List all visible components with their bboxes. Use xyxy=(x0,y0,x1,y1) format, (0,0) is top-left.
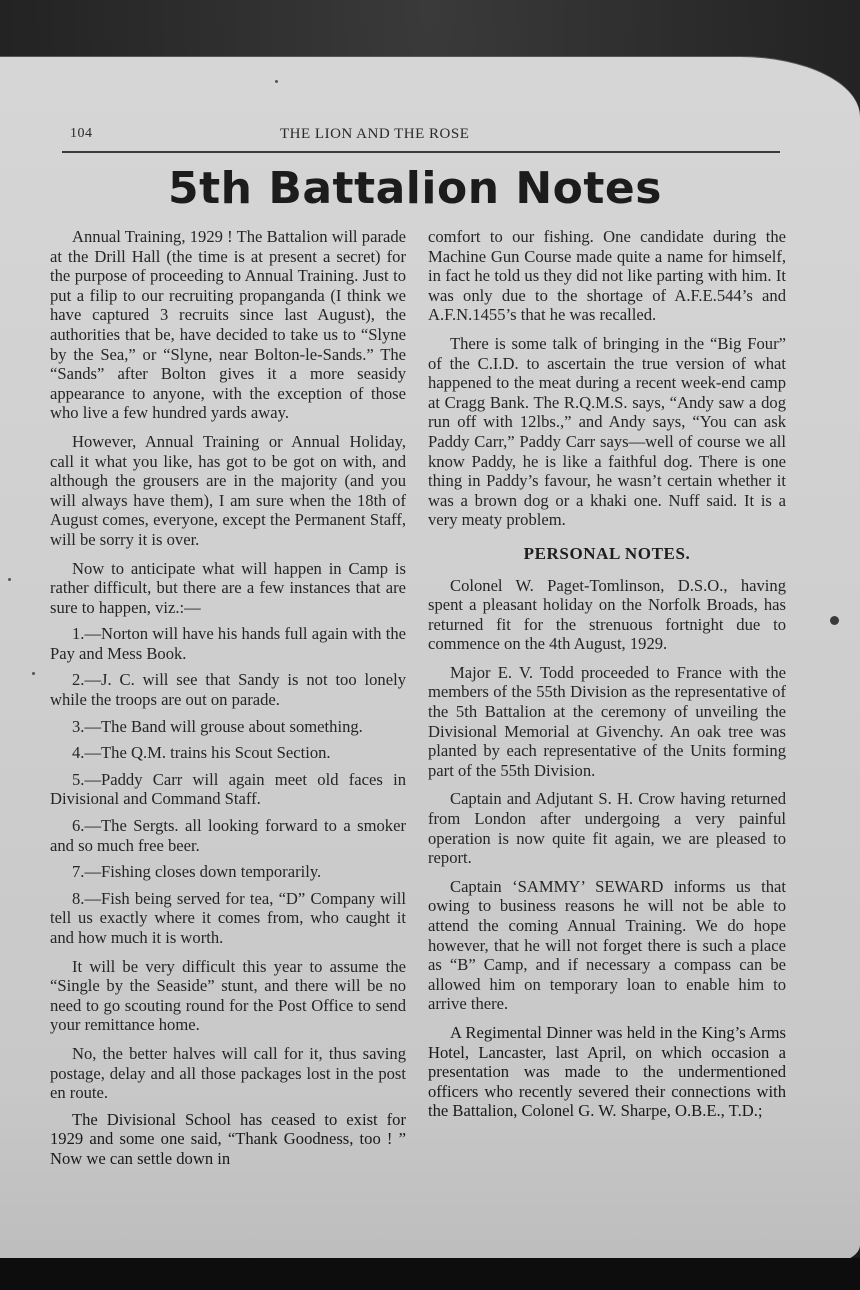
list-item: 8.—Fish being served for tea, “D” Company will tell us exactly where it comes from, who caught it and how much it is worth. xyxy=(50,888,406,947)
list-item: 5.—Paddy Carr will again meet old faces in Divisional and Command Staff. xyxy=(50,769,406,809)
paragraph: However, Annual Training or Annual Holiday, call it what you like, has got to be got on with, and although the grousers are in the majority (and you will always have them), I am sure when the 18th of August comes, everyone, except the Permanent Staff, will be sorry it is over. xyxy=(50,431,406,549)
article-title: 5th Battalion Notes xyxy=(168,163,662,214)
paper-speck xyxy=(8,578,11,581)
personal-note: A Regimental Dinner was held in the King’s Arms Hotel, Lancaster, last April, on which occasion a presentation was made to the undermentioned officers who recently severed their connections with the Battalion, Colonel G. W. Sharpe, O.B.E., T.D.; xyxy=(428,1022,786,1121)
section-heading-personal-notes: PERSONAL NOTES. xyxy=(523,543,691,563)
ink-blot xyxy=(830,616,839,625)
paragraph: The Divisional School has ceased to exist for 1929 and some one said, “Thank Goodness, too ! ” Now we can settle down in xyxy=(50,1109,406,1168)
paragraph: No, the better halves will call for it, thus saving postage, delay and all those packages lost in the post en route. xyxy=(50,1043,406,1103)
page-number: 104 xyxy=(70,126,93,141)
list-item: 2.—J. C. will see that Sandy is not too lonely while the troops are out on parade. xyxy=(50,670,406,710)
personal-note: Captain and Adjutant S. H. Crow having returned from London after undergoing a very painful operation is now quite fit again, we are pleased to report. xyxy=(428,789,786,868)
paragraph: comfort to our fishing. One candidate during the Machine Gun Course made quite a name for himself, in fact he told us they did not like parting with him. It was only due to the shortage of A.F.E.544’s and A.F.N.1455’s that he was recalled. xyxy=(428,227,786,325)
header-rule xyxy=(62,151,780,153)
paper-speck xyxy=(32,672,35,675)
personal-note: Colonel W. Paget-Tomlinson, D.S.O., having spent a pleasant holiday on the Norfolk Broads, has returned fit for the strenuous fortnight due to commence on the 4th August, 1929. xyxy=(428,575,786,654)
running-header xyxy=(70,126,780,146)
paper-speck xyxy=(275,80,278,83)
journal-title: THE LION AND THE ROSE xyxy=(280,126,470,142)
personal-note: Captain ‘SAMMY’ SEWARD informs us that owing to business reasons he will not be able to attend the coming Annual Training. We do hope however, that he will not forget there is such a place as “B” Camp, and if necessary a compass can be allowed him on temporary loan to enable him to arrive there. xyxy=(428,876,786,1014)
left-column xyxy=(50,227,406,1178)
personal-note: Major E. V. Todd proceeded to France with the members of the 55th Division as the representative of the 5th Battalion at the ceremony of unveiling the Divisional Memorial at Givenchy. An oak tree was planted by each representative of the Units forming part of the 55th Division. xyxy=(428,662,786,780)
list-item: 1.—Norton will have his hands full again with the Pay and Mess Book. xyxy=(50,624,406,663)
paragraph: It will be very difficult this year to assume the “Single by the Seaside” stunt, and there will be no need to go scouting round for the Post Office to send your remittance home. xyxy=(50,956,406,1035)
list-item: 6.—The Sergts. all looking forward to a smoker and so much free beer. xyxy=(50,816,406,855)
paragraph: Annual Training, 1929 ! The Battalion will parade at the Drill Hall (the time is at present a secret) for the purpose of proceeding to Annual Training. Just to put a filip to our recruiting propanganda (I think we have captured 3 recruits since last August), the authorities that be, have decided to take us to “Slyne by the Sea,” or “Slyne, near Bolton-le-Sands.” The “Sands” after Bolton gives it a more seasidy appearance to anyone, with the exception of those who live a few hundred yards away. xyxy=(50,227,406,423)
page-bottom-shadow xyxy=(0,1258,860,1290)
list-item: 7.—Fishing closes down temporarily. xyxy=(72,862,322,882)
right-column xyxy=(428,227,786,1130)
paragraph: There is some talk of bringing in the “Big Four” of the C.I.D. to ascertain the true version of what happened to the meat during a recent week-end camp at Cragg Bank. The R.Q.M.S. says, “Andy saw a dog run off with 12lbs.,” and Andy says, “You can ask Paddy Carr,” Paddy Carr says—well of course we all know Paddy, he is like a faithful dog. There is one thing in Paddy’s favour, he wasn’t certain whether it was a brown dog or a khaki one. Nuff said. It is a very meaty problem. xyxy=(428,333,786,530)
paragraph: Now to anticipate what will happen in Camp is rather difficult, but there are a few instances that are sure to happen, viz.:— xyxy=(50,558,406,617)
list-item: 3.—The Band will grouse about something. xyxy=(72,716,363,736)
list-item: 4.—The Q.M. trains his Scout Section. xyxy=(72,743,331,763)
